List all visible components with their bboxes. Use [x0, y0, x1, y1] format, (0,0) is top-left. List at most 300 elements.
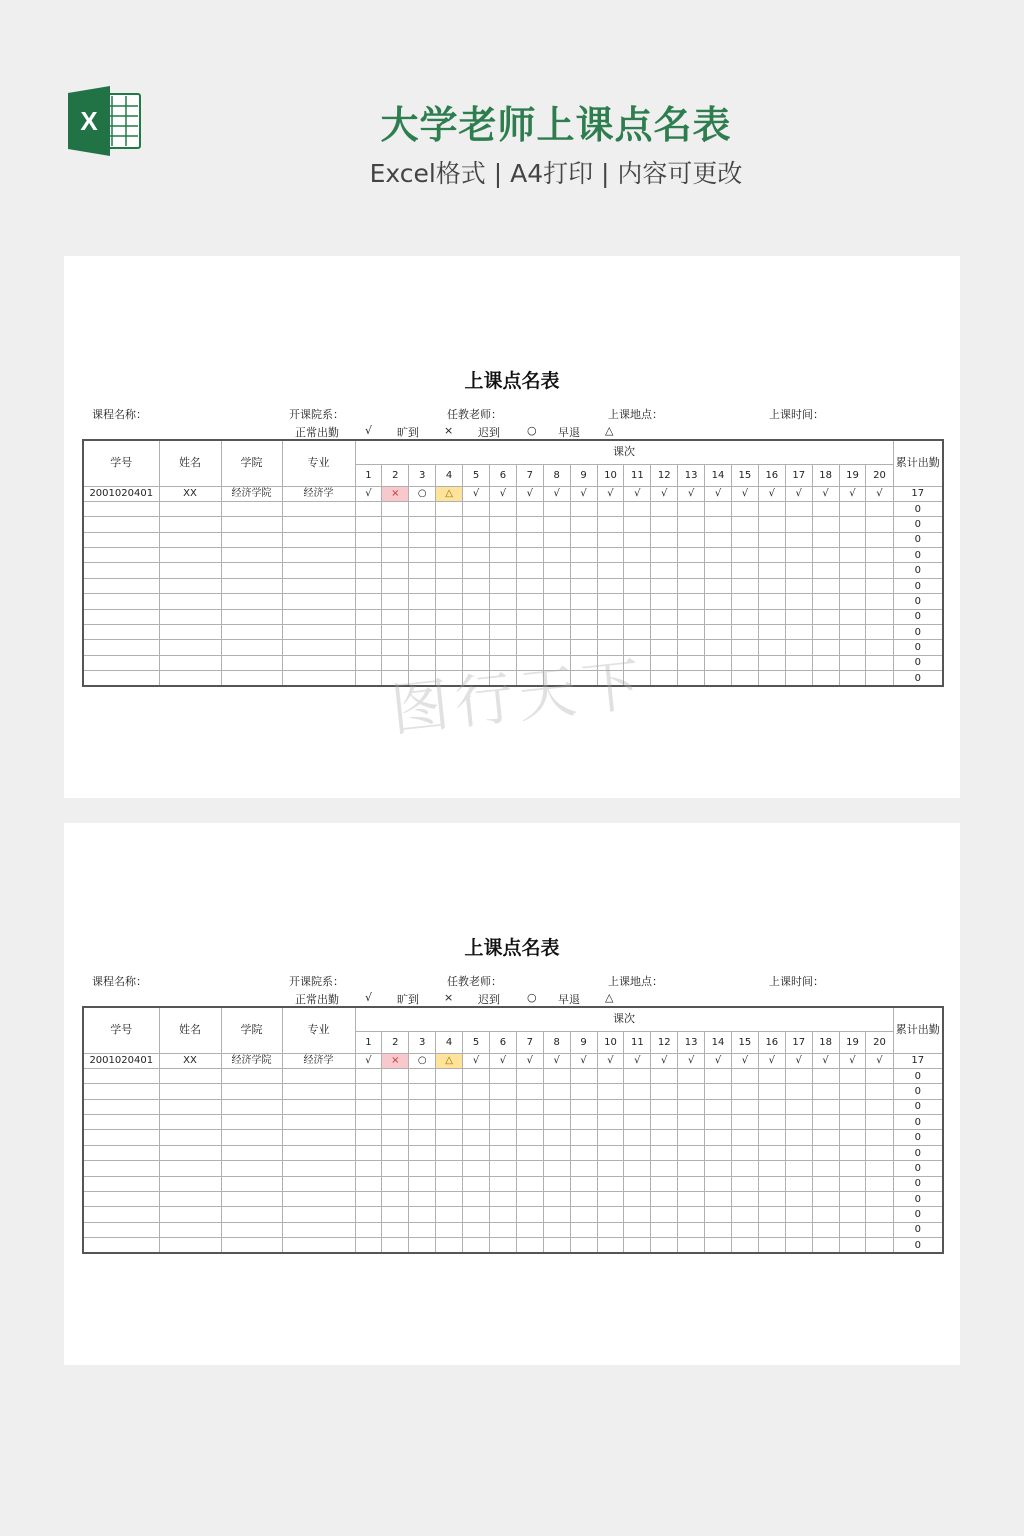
- empty-cell[interactable]: [355, 1207, 382, 1222]
- empty-cell[interactable]: [409, 1192, 436, 1207]
- empty-cell[interactable]: [436, 1099, 463, 1114]
- empty-cell[interactable]: [355, 1176, 382, 1191]
- empty-cell[interactable]: [382, 1115, 409, 1130]
- empty-cell[interactable]: [758, 655, 785, 670]
- empty-cell[interactable]: [382, 532, 409, 547]
- empty-cell[interactable]: [83, 548, 159, 563]
- empty-cell[interactable]: [705, 1068, 732, 1083]
- empty-cell[interactable]: [282, 1115, 355, 1130]
- empty-cell[interactable]: [651, 1192, 678, 1207]
- empty-cell[interactable]: [570, 1145, 597, 1160]
- empty-cell[interactable]: [489, 1145, 516, 1160]
- empty-cell[interactable]: [812, 563, 839, 578]
- empty-cell[interactable]: [839, 625, 866, 640]
- empty-cell[interactable]: [221, 563, 282, 578]
- empty-cell[interactable]: [489, 594, 516, 609]
- empty-cell[interactable]: [624, 594, 651, 609]
- empty-cell[interactable]: [624, 1222, 651, 1237]
- attendance-mark-cell[interactable]: √: [678, 1053, 705, 1068]
- empty-cell[interactable]: [678, 1084, 705, 1099]
- empty-cell[interactable]: [651, 548, 678, 563]
- empty-cell[interactable]: [436, 1130, 463, 1145]
- attendance-mark-cell[interactable]: √: [597, 1053, 624, 1068]
- empty-cell[interactable]: [597, 1207, 624, 1222]
- empty-cell[interactable]: [516, 532, 543, 547]
- empty-cell[interactable]: [678, 1099, 705, 1114]
- empty-cell[interactable]: [409, 609, 436, 624]
- empty-cell[interactable]: [83, 1084, 159, 1099]
- empty-cell[interactable]: [785, 609, 812, 624]
- empty-cell[interactable]: [731, 1084, 758, 1099]
- empty-cell[interactable]: [543, 1192, 570, 1207]
- empty-cell[interactable]: [221, 1207, 282, 1222]
- empty-cell[interactable]: [516, 1084, 543, 1099]
- empty-cell[interactable]: [516, 517, 543, 532]
- empty-cell[interactable]: [839, 655, 866, 670]
- empty-cell[interactable]: [221, 578, 282, 593]
- empty-cell[interactable]: [758, 1176, 785, 1191]
- empty-cell[interactable]: [624, 609, 651, 624]
- empty-cell[interactable]: [705, 1084, 732, 1099]
- empty-cell[interactable]: [382, 1222, 409, 1237]
- empty-cell[interactable]: [282, 532, 355, 547]
- empty-cell[interactable]: [516, 1176, 543, 1191]
- empty-cell[interactable]: [382, 1207, 409, 1222]
- empty-cell[interactable]: [355, 1145, 382, 1160]
- empty-cell[interactable]: [516, 594, 543, 609]
- empty-cell[interactable]: [409, 671, 436, 686]
- empty-cell[interactable]: [570, 640, 597, 655]
- empty-cell[interactable]: [516, 1145, 543, 1160]
- empty-cell[interactable]: [159, 1161, 221, 1176]
- empty-cell[interactable]: [758, 501, 785, 516]
- empty-cell[interactable]: [382, 655, 409, 670]
- empty-cell[interactable]: [731, 501, 758, 516]
- empty-cell[interactable]: [812, 1084, 839, 1099]
- empty-cell[interactable]: [678, 671, 705, 686]
- attendance-mark-cell[interactable]: √: [866, 1053, 893, 1068]
- empty-cell[interactable]: [785, 1084, 812, 1099]
- empty-cell[interactable]: [355, 517, 382, 532]
- empty-cell[interactable]: [678, 1115, 705, 1130]
- empty-cell[interactable]: [436, 548, 463, 563]
- attendance-mark-cell[interactable]: ○: [409, 1053, 436, 1068]
- empty-cell[interactable]: [570, 625, 597, 640]
- empty-cell[interactable]: [516, 609, 543, 624]
- empty-cell[interactable]: [516, 563, 543, 578]
- empty-cell[interactable]: [159, 532, 221, 547]
- empty-cell[interactable]: [678, 1238, 705, 1253]
- empty-cell[interactable]: [866, 1161, 893, 1176]
- attendance-mark-cell[interactable]: √: [651, 486, 678, 501]
- empty-cell[interactable]: [570, 1192, 597, 1207]
- empty-cell[interactable]: [570, 1115, 597, 1130]
- attendance-mark-cell[interactable]: √: [570, 1053, 597, 1068]
- empty-cell[interactable]: [624, 1068, 651, 1083]
- empty-cell[interactable]: [159, 1099, 221, 1114]
- attendance-mark-cell[interactable]: √: [839, 486, 866, 501]
- empty-cell[interactable]: [489, 671, 516, 686]
- empty-cell[interactable]: [731, 563, 758, 578]
- empty-cell[interactable]: [785, 1130, 812, 1145]
- empty-cell[interactable]: [597, 640, 624, 655]
- empty-cell[interactable]: [866, 1222, 893, 1237]
- empty-cell[interactable]: [516, 1207, 543, 1222]
- empty-cell[interactable]: [83, 1115, 159, 1130]
- empty-cell[interactable]: [159, 609, 221, 624]
- empty-cell[interactable]: [597, 517, 624, 532]
- empty-cell[interactable]: [83, 532, 159, 547]
- empty-cell[interactable]: [785, 1176, 812, 1191]
- empty-cell[interactable]: [731, 548, 758, 563]
- empty-cell[interactable]: [409, 1207, 436, 1222]
- empty-cell[interactable]: [758, 1115, 785, 1130]
- empty-cell[interactable]: [597, 1084, 624, 1099]
- empty-cell[interactable]: [436, 517, 463, 532]
- empty-cell[interactable]: [159, 1222, 221, 1237]
- empty-cell[interactable]: [570, 1207, 597, 1222]
- empty-cell[interactable]: [159, 1207, 221, 1222]
- empty-cell[interactable]: [382, 563, 409, 578]
- empty-cell[interactable]: [624, 548, 651, 563]
- empty-cell[interactable]: [463, 1161, 490, 1176]
- empty-cell[interactable]: [436, 532, 463, 547]
- empty-cell[interactable]: [221, 625, 282, 640]
- empty-cell[interactable]: [597, 609, 624, 624]
- empty-cell[interactable]: [705, 578, 732, 593]
- empty-cell[interactable]: [785, 563, 812, 578]
- empty-cell[interactable]: [463, 548, 490, 563]
- empty-cell[interactable]: [570, 594, 597, 609]
- empty-cell[interactable]: [839, 1145, 866, 1160]
- empty-cell[interactable]: [463, 671, 490, 686]
- empty-cell[interactable]: [409, 1115, 436, 1130]
- empty-cell[interactable]: [758, 1130, 785, 1145]
- empty-cell[interactable]: [651, 1115, 678, 1130]
- attendance-mark-cell[interactable]: △: [436, 1053, 463, 1068]
- empty-cell[interactable]: [221, 1222, 282, 1237]
- empty-cell[interactable]: [436, 1192, 463, 1207]
- empty-cell[interactable]: [839, 501, 866, 516]
- empty-cell[interactable]: [758, 1099, 785, 1114]
- empty-cell[interactable]: [570, 548, 597, 563]
- empty-cell[interactable]: [489, 609, 516, 624]
- empty-cell[interactable]: [570, 1099, 597, 1114]
- empty-cell[interactable]: [543, 640, 570, 655]
- empty-cell[interactable]: [812, 671, 839, 686]
- empty-cell[interactable]: [839, 1084, 866, 1099]
- empty-cell[interactable]: [705, 655, 732, 670]
- empty-cell[interactable]: [159, 594, 221, 609]
- empty-cell[interactable]: [543, 655, 570, 670]
- empty-cell[interactable]: [624, 501, 651, 516]
- empty-cell[interactable]: [355, 563, 382, 578]
- empty-cell[interactable]: [355, 625, 382, 640]
- empty-cell[interactable]: [221, 501, 282, 516]
- empty-cell[interactable]: [463, 1099, 490, 1114]
- empty-cell[interactable]: [382, 1130, 409, 1145]
- empty-cell[interactable]: [731, 594, 758, 609]
- empty-cell[interactable]: [839, 609, 866, 624]
- empty-cell[interactable]: [705, 532, 732, 547]
- attendance-mark-cell[interactable]: √: [731, 1053, 758, 1068]
- empty-cell[interactable]: [731, 1068, 758, 1083]
- empty-cell[interactable]: [382, 594, 409, 609]
- empty-cell[interactable]: [839, 1238, 866, 1253]
- empty-cell[interactable]: [678, 1068, 705, 1083]
- empty-cell[interactable]: [812, 548, 839, 563]
- empty-cell[interactable]: [355, 1130, 382, 1145]
- empty-cell[interactable]: [651, 1161, 678, 1176]
- college-cell[interactable]: 经济学院: [221, 1053, 282, 1068]
- attendance-mark-cell[interactable]: √: [758, 486, 785, 501]
- empty-cell[interactable]: [382, 578, 409, 593]
- attendance-mark-cell[interactable]: √: [839, 1053, 866, 1068]
- empty-cell[interactable]: [812, 532, 839, 547]
- empty-cell[interactable]: [159, 578, 221, 593]
- empty-cell[interactable]: [159, 1115, 221, 1130]
- empty-cell[interactable]: [436, 501, 463, 516]
- empty-cell[interactable]: [516, 671, 543, 686]
- empty-cell[interactable]: [678, 501, 705, 516]
- empty-cell[interactable]: [543, 1207, 570, 1222]
- empty-cell[interactable]: [516, 1192, 543, 1207]
- empty-cell[interactable]: [839, 1068, 866, 1083]
- empty-cell[interactable]: [812, 1176, 839, 1191]
- empty-cell[interactable]: [489, 1068, 516, 1083]
- empty-cell[interactable]: [678, 532, 705, 547]
- empty-cell[interactable]: [221, 532, 282, 547]
- empty-cell[interactable]: [436, 1145, 463, 1160]
- empty-cell[interactable]: [651, 1130, 678, 1145]
- empty-cell[interactable]: [785, 1145, 812, 1160]
- empty-cell[interactable]: [705, 640, 732, 655]
- empty-cell[interactable]: [463, 640, 490, 655]
- empty-cell[interactable]: [651, 1145, 678, 1160]
- empty-cell[interactable]: [651, 1084, 678, 1099]
- empty-cell[interactable]: [812, 578, 839, 593]
- empty-cell[interactable]: [355, 1222, 382, 1237]
- empty-cell[interactable]: [758, 517, 785, 532]
- empty-cell[interactable]: [159, 563, 221, 578]
- empty-cell[interactable]: [436, 1222, 463, 1237]
- empty-cell[interactable]: [543, 1238, 570, 1253]
- empty-cell[interactable]: [382, 1238, 409, 1253]
- empty-cell[interactable]: [758, 1238, 785, 1253]
- empty-cell[interactable]: [282, 640, 355, 655]
- empty-cell[interactable]: [812, 655, 839, 670]
- empty-cell[interactable]: [221, 594, 282, 609]
- empty-cell[interactable]: [678, 517, 705, 532]
- empty-cell[interactable]: [866, 501, 893, 516]
- empty-cell[interactable]: [866, 548, 893, 563]
- empty-cell[interactable]: [489, 1192, 516, 1207]
- empty-cell[interactable]: [758, 1222, 785, 1237]
- empty-cell[interactable]: [282, 517, 355, 532]
- empty-cell[interactable]: [409, 1099, 436, 1114]
- empty-cell[interactable]: [705, 1115, 732, 1130]
- empty-cell[interactable]: [221, 609, 282, 624]
- empty-cell[interactable]: [516, 1115, 543, 1130]
- empty-cell[interactable]: [839, 578, 866, 593]
- empty-cell[interactable]: [516, 655, 543, 670]
- empty-cell[interactable]: [489, 1161, 516, 1176]
- empty-cell[interactable]: [221, 1176, 282, 1191]
- empty-cell[interactable]: [83, 563, 159, 578]
- attendance-mark-cell[interactable]: √: [678, 486, 705, 501]
- empty-cell[interactable]: [570, 517, 597, 532]
- empty-cell[interactable]: [705, 625, 732, 640]
- attendance-mark-cell[interactable]: √: [463, 1053, 490, 1068]
- empty-cell[interactable]: [758, 609, 785, 624]
- empty-cell[interactable]: [839, 563, 866, 578]
- major-cell[interactable]: 经济学: [282, 1053, 355, 1068]
- empty-cell[interactable]: [489, 1099, 516, 1114]
- empty-cell[interactable]: [543, 1130, 570, 1145]
- empty-cell[interactable]: [355, 609, 382, 624]
- empty-cell[interactable]: [409, 594, 436, 609]
- empty-cell[interactable]: [355, 578, 382, 593]
- empty-cell[interactable]: [705, 1161, 732, 1176]
- attendance-mark-cell[interactable]: √: [785, 1053, 812, 1068]
- empty-cell[interactable]: [282, 1130, 355, 1145]
- empty-cell[interactable]: [597, 1145, 624, 1160]
- empty-cell[interactable]: [597, 1130, 624, 1145]
- empty-cell[interactable]: [705, 1238, 732, 1253]
- empty-cell[interactable]: [651, 501, 678, 516]
- empty-cell[interactable]: [839, 1161, 866, 1176]
- empty-cell[interactable]: [651, 671, 678, 686]
- empty-cell[interactable]: [651, 1176, 678, 1191]
- empty-cell[interactable]: [463, 1068, 490, 1083]
- empty-cell[interactable]: [839, 1207, 866, 1222]
- attendance-mark-cell[interactable]: √: [489, 1053, 516, 1068]
- empty-cell[interactable]: [866, 1115, 893, 1130]
- empty-cell[interactable]: [463, 1084, 490, 1099]
- empty-cell[interactable]: [624, 1176, 651, 1191]
- empty-cell[interactable]: [436, 1161, 463, 1176]
- empty-cell[interactable]: [409, 1176, 436, 1191]
- empty-cell[interactable]: [516, 1068, 543, 1083]
- empty-cell[interactable]: [543, 609, 570, 624]
- empty-cell[interactable]: [382, 517, 409, 532]
- empty-cell[interactable]: [678, 594, 705, 609]
- empty-cell[interactable]: [651, 1222, 678, 1237]
- empty-cell[interactable]: [159, 1145, 221, 1160]
- empty-cell[interactable]: [436, 655, 463, 670]
- empty-cell[interactable]: [282, 1176, 355, 1191]
- empty-cell[interactable]: [839, 671, 866, 686]
- empty-cell[interactable]: [785, 1192, 812, 1207]
- empty-cell[interactable]: [731, 578, 758, 593]
- empty-cell[interactable]: [409, 655, 436, 670]
- empty-cell[interactable]: [489, 1207, 516, 1222]
- empty-cell[interactable]: [866, 625, 893, 640]
- empty-cell[interactable]: [866, 517, 893, 532]
- empty-cell[interactable]: [570, 609, 597, 624]
- empty-cell[interactable]: [409, 517, 436, 532]
- empty-cell[interactable]: [731, 1238, 758, 1253]
- empty-cell[interactable]: [409, 563, 436, 578]
- attendance-mark-cell[interactable]: √: [651, 1053, 678, 1068]
- empty-cell[interactable]: [83, 671, 159, 686]
- empty-cell[interactable]: [758, 1084, 785, 1099]
- empty-cell[interactable]: [382, 1145, 409, 1160]
- empty-cell[interactable]: [463, 625, 490, 640]
- empty-cell[interactable]: [355, 1099, 382, 1114]
- empty-cell[interactable]: [624, 1238, 651, 1253]
- empty-cell[interactable]: [409, 548, 436, 563]
- empty-cell[interactable]: [382, 1161, 409, 1176]
- empty-cell[interactable]: [731, 1192, 758, 1207]
- empty-cell[interactable]: [463, 594, 490, 609]
- attendance-mark-cell[interactable]: ○: [409, 486, 436, 501]
- empty-cell[interactable]: [355, 532, 382, 547]
- college-cell[interactable]: 经济学院: [221, 486, 282, 501]
- empty-cell[interactable]: [651, 1207, 678, 1222]
- empty-cell[interactable]: [705, 1145, 732, 1160]
- empty-cell[interactable]: [731, 1222, 758, 1237]
- attendance-mark-cell[interactable]: √: [785, 486, 812, 501]
- empty-cell[interactable]: [463, 1145, 490, 1160]
- empty-cell[interactable]: [812, 609, 839, 624]
- empty-cell[interactable]: [436, 640, 463, 655]
- empty-cell[interactable]: [570, 671, 597, 686]
- empty-cell[interactable]: [758, 578, 785, 593]
- empty-cell[interactable]: [543, 501, 570, 516]
- empty-cell[interactable]: [355, 548, 382, 563]
- empty-cell[interactable]: [812, 640, 839, 655]
- empty-cell[interactable]: [355, 671, 382, 686]
- empty-cell[interactable]: [282, 1222, 355, 1237]
- empty-cell[interactable]: [436, 1084, 463, 1099]
- empty-cell[interactable]: [221, 1145, 282, 1160]
- empty-cell[interactable]: [597, 532, 624, 547]
- empty-cell[interactable]: [221, 1130, 282, 1145]
- empty-cell[interactable]: [282, 671, 355, 686]
- empty-cell[interactable]: [839, 548, 866, 563]
- empty-cell[interactable]: [382, 1084, 409, 1099]
- empty-cell[interactable]: [812, 1115, 839, 1130]
- empty-cell[interactable]: [705, 1207, 732, 1222]
- attendance-mark-cell[interactable]: √: [705, 486, 732, 501]
- empty-cell[interactable]: [221, 1115, 282, 1130]
- empty-cell[interactable]: [282, 1192, 355, 1207]
- empty-cell[interactable]: [489, 1238, 516, 1253]
- empty-cell[interactable]: [159, 640, 221, 655]
- empty-cell[interactable]: [651, 532, 678, 547]
- empty-cell[interactable]: [83, 1192, 159, 1207]
- empty-cell[interactable]: [678, 1222, 705, 1237]
- empty-cell[interactable]: [83, 501, 159, 516]
- empty-cell[interactable]: [516, 625, 543, 640]
- empty-cell[interactable]: [731, 1099, 758, 1114]
- empty-cell[interactable]: [678, 548, 705, 563]
- empty-cell[interactable]: [463, 1238, 490, 1253]
- empty-cell[interactable]: [355, 655, 382, 670]
- empty-cell[interactable]: [382, 1192, 409, 1207]
- empty-cell[interactable]: [651, 1238, 678, 1253]
- empty-cell[interactable]: [489, 1115, 516, 1130]
- attendance-mark-cell[interactable]: √: [355, 486, 382, 501]
- empty-cell[interactable]: [436, 1207, 463, 1222]
- empty-cell[interactable]: [866, 609, 893, 624]
- empty-cell[interactable]: [570, 1161, 597, 1176]
- empty-cell[interactable]: [570, 655, 597, 670]
- empty-cell[interactable]: [382, 640, 409, 655]
- empty-cell[interactable]: [866, 594, 893, 609]
- empty-cell[interactable]: [436, 578, 463, 593]
